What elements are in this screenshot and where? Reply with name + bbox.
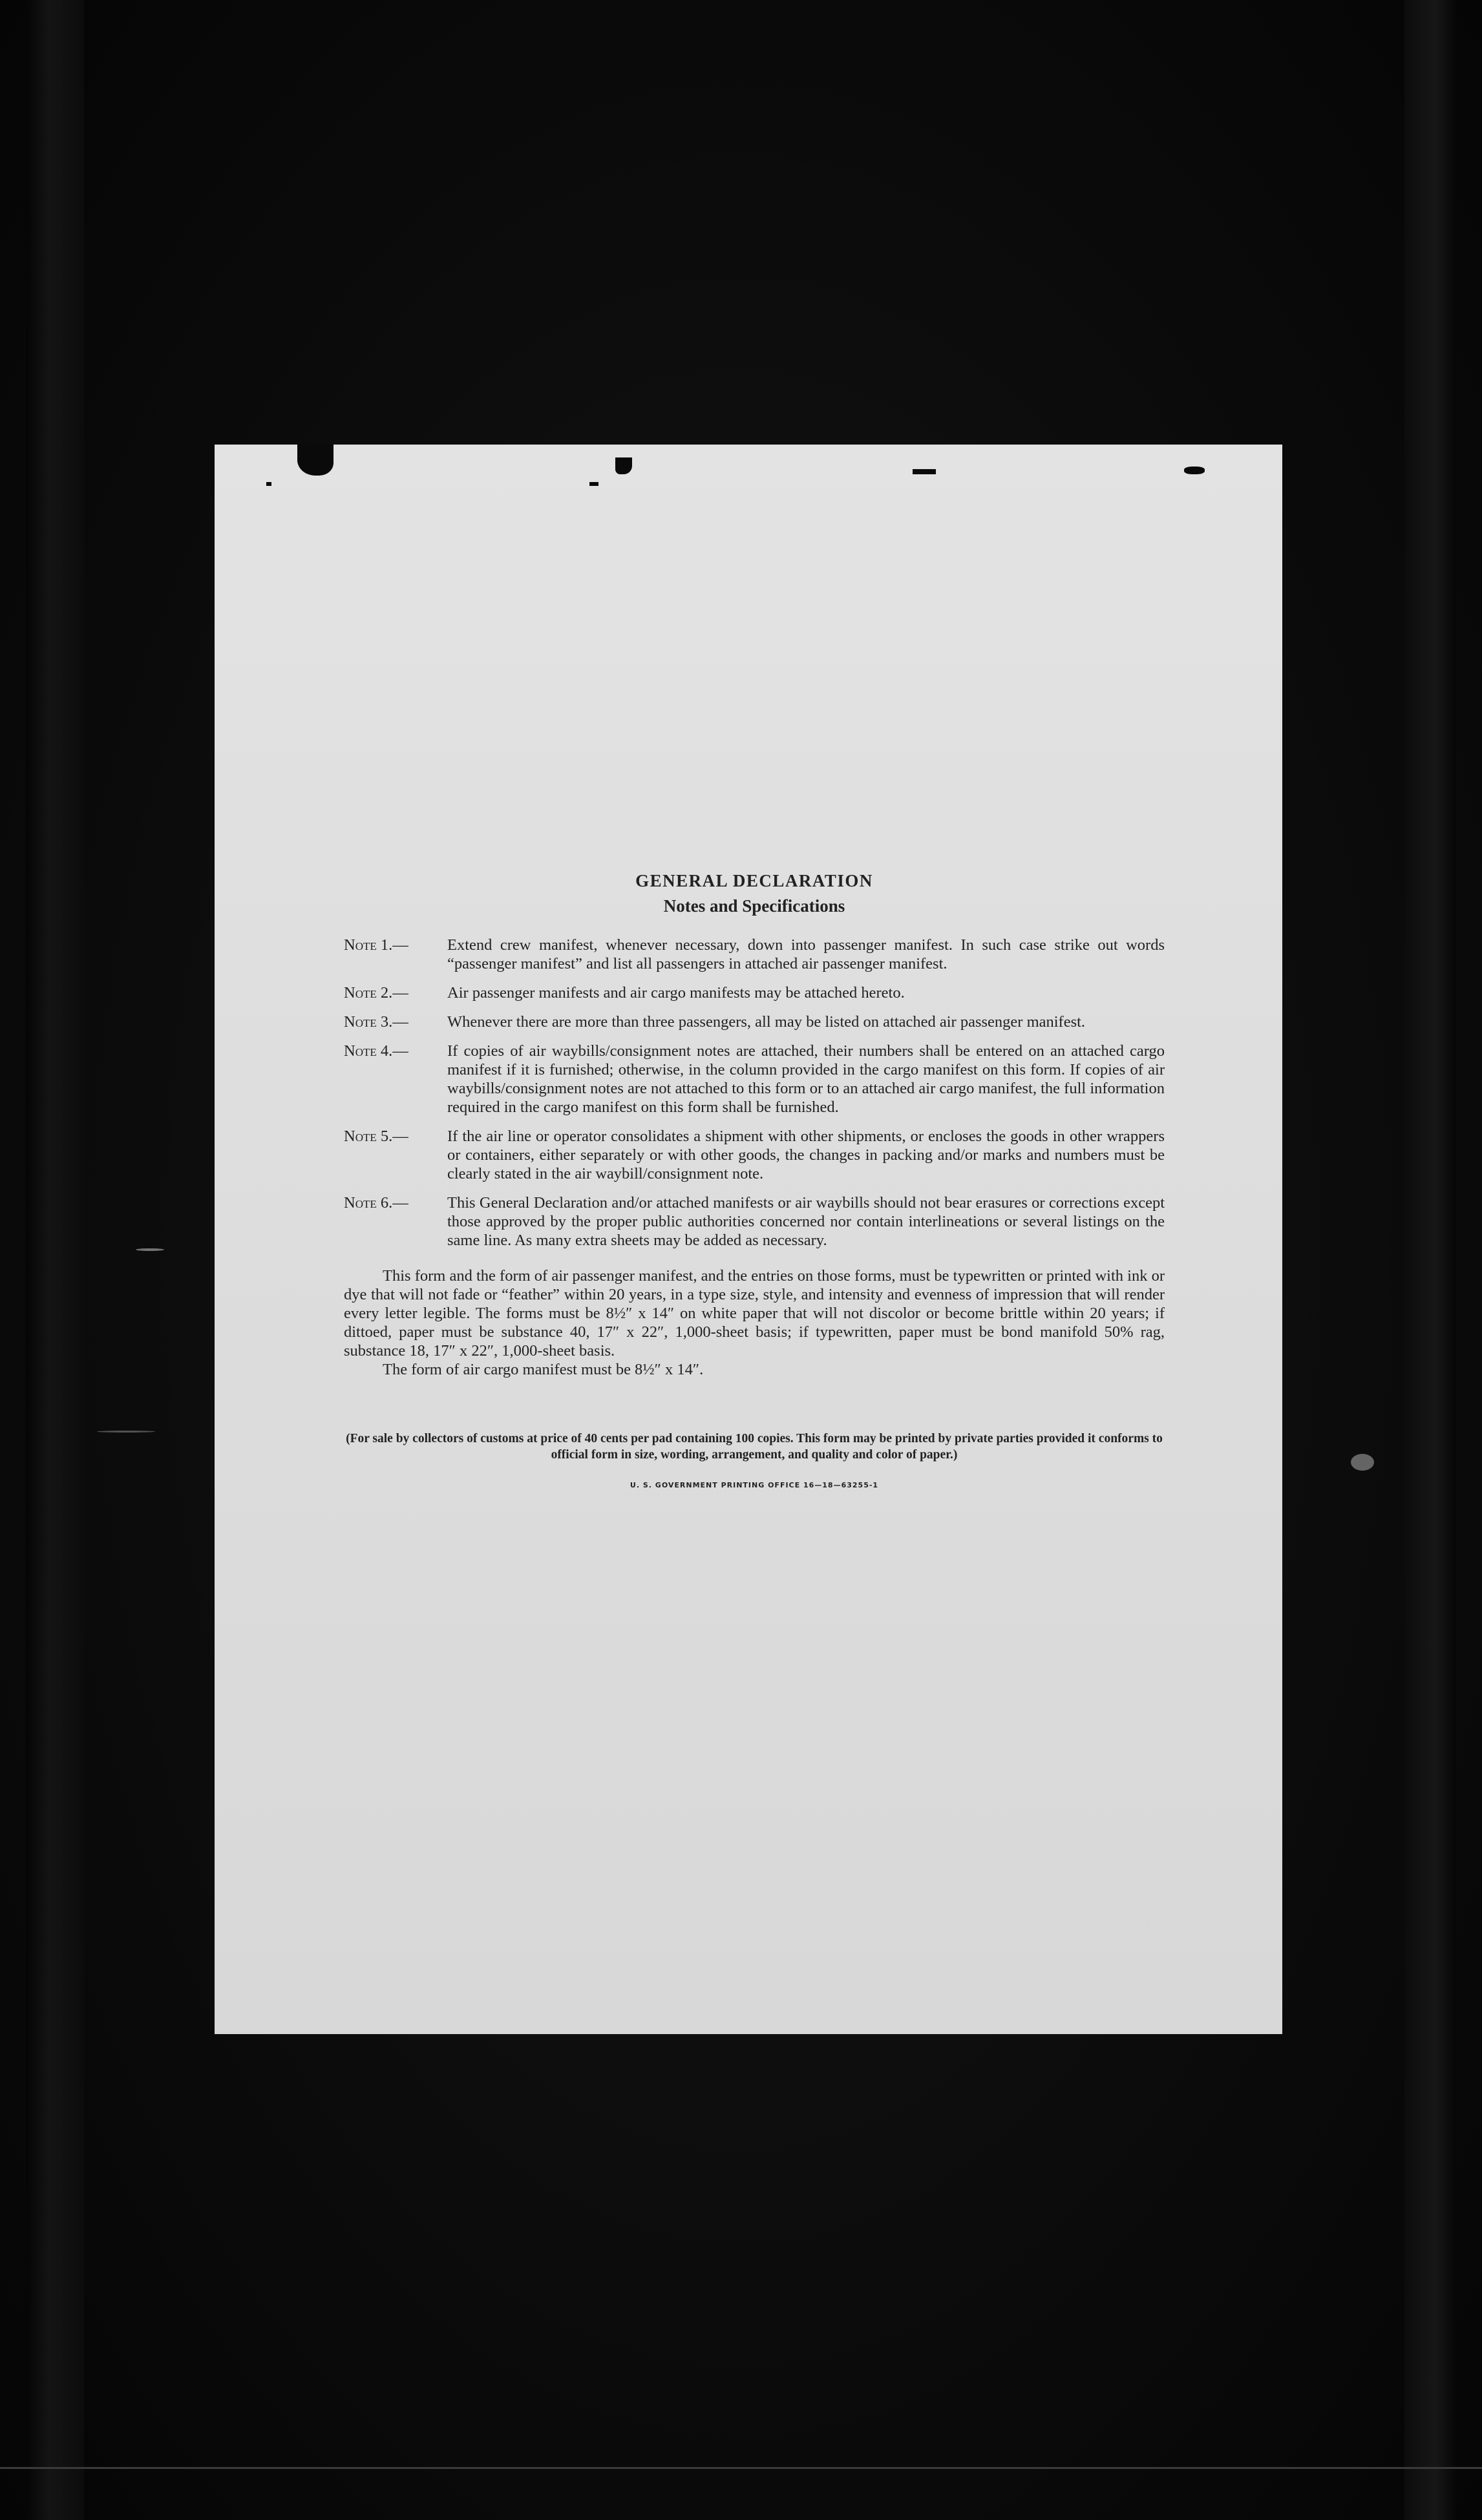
sale-notice: (For sale by collectors of customs at price of 40 cents per pad containing 100 copies. This form may be printed by private parties provided it conforms to official form in size, wording, arrangement, and quality and color of paper.)	[346, 1432, 1163, 1462]
note-label: Note 6.—	[344, 1194, 408, 1212]
dust-speck	[1351, 1454, 1374, 1471]
page-subtitle: Notes and Specifications	[663, 896, 845, 916]
note-label: Note 1.—	[344, 936, 408, 954]
note-text: Whenever there are more than three passengers, all may be listed on attached air passenger manifest.	[447, 1013, 1086, 1031]
note-text: Extend crew manifest, whenever necessary, down into passenger manifest. In such case strike out words “passenger manifest” and list all passengers in attached air passenger manifest.	[447, 936, 1165, 972]
page-title: GENERAL DECLARATION	[635, 871, 873, 890]
document-page	[215, 445, 1282, 2034]
note-text: If the air line or operator consolidates a shipment with other shipments, or encloses the goods in other wrappers or containers, either separately or with other goods, the changes in packing and/or marks and numbers must be clearly stated in the air waybill/consignment note.	[447, 1128, 1165, 1182]
note-4	[344, 1042, 1165, 1117]
note-label: Note 2.—	[344, 984, 408, 1002]
paper-tear	[1184, 467, 1205, 474]
torn-top-edge	[215, 445, 1282, 490]
paper-tear	[589, 482, 598, 486]
note-label: Note 3.—	[344, 1013, 408, 1031]
notes-section	[344, 871, 1165, 1489]
note-text: Air passenger manifests and air cargo manifests may be attached hereto.	[447, 984, 905, 1002]
paper-tear	[266, 482, 271, 486]
film-edge-left	[26, 0, 84, 2520]
note-1	[344, 936, 1165, 973]
note-3	[344, 1013, 1165, 1031]
dust-speck	[97, 1431, 155, 1433]
cargo-manifest-size-paragraph: The form of air cargo manifest must be 8½″ x 14″.	[383, 1361, 704, 1378]
paper-tear	[615, 457, 632, 474]
paper-tear	[913, 469, 936, 474]
printer-imprint: U. S. GOVERNMENT PRINTING OFFICE 16—18—63255-1	[630, 1481, 879, 1489]
paper-tear	[297, 445, 333, 476]
note-6	[344, 1193, 1165, 1250]
note-label: Note 4.—	[344, 1042, 408, 1060]
note-2	[344, 983, 1165, 1002]
note-text: If copies of air waybills/consignment notes are attached, their numbers shall be entered on an attached cargo manifest if it is furnished; otherwise, in the column provided in the cargo manifest on this form. If copies of air waybills/consignment notes are not attached to this form or to an attached air cargo manifest, the full information required in the cargo manifest on this form shall be furnished.	[447, 1042, 1165, 1116]
film-edge-right	[1404, 0, 1456, 2520]
note-text: This General Declaration and/or attached manifests or air waybills should not bear erasures or corrections except those approved by the proper public authorities concerned nor contain interlineations or several listings on the same line. As many extra sheets may be added as necessary.	[447, 1194, 1165, 1249]
film-bottom-line	[0, 2467, 1482, 2469]
note-label: Note 5.—	[344, 1128, 408, 1145]
note-5	[344, 1127, 1165, 1183]
specification-paragraph: This form and the form of air passenger manifest, and the entries on those forms, must be typewritten or printed with ink or dye that will not fade or “feather” within 20 years, in a type size, style, and intensity and evenness of impression that will render every letter legible. The forms must be 8½″ x 14″ on white paper that will not discolor or become brittle within 20 years; if dittoed, paper must be substance 40, 17″ x 22″, 1,000-sheet basis; if typewritten, paper must be bond manifold 50% rag, substance 18, 17″ x 22″, 1,000-sheet basis.	[344, 1267, 1165, 1360]
dust-speck	[136, 1248, 164, 1251]
